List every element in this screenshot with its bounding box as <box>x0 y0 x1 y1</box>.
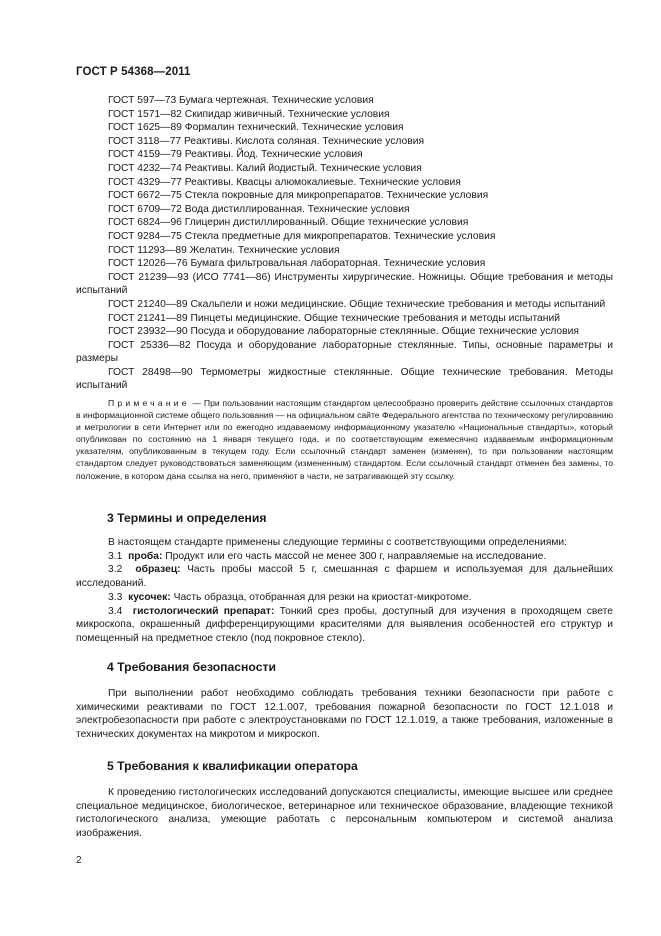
reference-item: ГОСТ 6672—75 Стекла покровные для микропрепаратов. Технические условия <box>108 190 489 202</box>
term-number: 3.1 <box>108 550 123 562</box>
reference-item: ГОСТ 21240—89 Скальпели и ножи медицинские. Общие технические требования и методы испытаний <box>108 298 606 310</box>
reference-item: ГОСТ 4329—77 Реактивы. Квасцы алюмокалиевые. Технические условия <box>108 176 461 188</box>
section-3-title: 3 Термины и определения <box>107 511 267 525</box>
reference-item: ГОСТ 12026—76 Бумага фильтровальная лабораторная. Технические условия <box>108 258 486 270</box>
section-4-body <box>76 687 613 742</box>
section-3-intro: В настоящем стандарте применены следующие термины с соответствующими определениями: <box>108 537 568 548</box>
term-number: 3.4 <box>108 605 123 617</box>
reference-item: ГОСТ 4159—79 Реактивы. Йод. Технические условия <box>108 149 363 161</box>
reference-item: ГОСТ 21239—93 (ИСО 7741—86) Инструменты хирургические. Ножницы. Общие требования и методы испытаний <box>76 271 613 297</box>
section-5-paragraph: К проведению гистологических исследований допускаются специалисты, имеющие высшее или среднее специальное медицинское, биологическое, ветеринарное или техническое образование, владеющие техникой гистологического анализа, умеющие работать с персональным компьютером и системой анализа изображения. <box>76 787 613 840</box>
section-4-title: 4 Требования безопасности <box>107 660 276 674</box>
page-number: 2 <box>76 855 82 866</box>
term-text: Часть пробы массой 5 г, смешанная с фаршем и используемая для дальнейших исследований. <box>76 564 613 590</box>
section-5-title: 5 Требования к квалификации оператора <box>107 759 358 773</box>
term-definition-3-3 <box>76 591 613 605</box>
term-number: 3.3 <box>108 591 123 603</box>
term-name: гистологический препарат: <box>132 605 275 617</box>
reference-item: ГОСТ 28498—90 Термометры жидкостные стеклянные. Общие технические требования. Методы испытаний <box>76 366 613 392</box>
reference-item: ГОСТ 25336—82 Посуда и оборудование лабораторные стеклянные. Типы, основные параметры и размеры <box>76 339 613 365</box>
reference-item: ГОСТ 9284—75 Стекла предметные для микропрепаратов. Технические условия <box>108 230 496 242</box>
reference-item: ГОСТ 23932—90 Посуда и оборудование лабораторные стеклянные. Общие технические условия <box>108 326 579 338</box>
reference-item: ГОСТ 6709—72 Вода дистиллированная. Технические условия <box>108 203 410 215</box>
reference-item: ГОСТ 1571—82 Скипидар живичный. Технические условия <box>108 108 390 120</box>
term-name: образец: <box>135 564 181 576</box>
section-5-body <box>76 786 613 841</box>
term-definition-3-4 <box>76 605 613 646</box>
section-4-paragraph: При выполнении работ необходимо соблюдать требования техники безопасности при работе с химическими реактивами по ГОСТ 12.1.007, требования пожарной безопасности по ГОСТ 12.1.018 и электробезопасности при работе с электроустановками по ГОСТ 12.1.019, а также требования, изложенные в технических документах на микротом и микроскоп. <box>76 688 613 741</box>
term-text: Продукт или его часть массой не менее 300 г, направляемые на исследование. <box>162 550 547 562</box>
document-header: ГОСТ Р 54368—2011 <box>76 66 191 78</box>
note-text: — При пользовании настоящим стандартом целесообразно проверить действие ссылочных стандартов в информационной системе общего пользования — на официальном сайте Федерального агентства по техническому регулированию и метрологии в сети Интернет или по ежегодно издаваемому информационному указателю «Национальные стандарты», который опубликован по состоянию на 1 января текущего года, и по соответствующим ежемесячно издаваемым информационным указателям, опубликованным в текущем году. Если ссылочный стандарт заменен (изменен), то при пользовании настоящим стандартом следует руководствоваться заменяющим (измененным) стандартом. Если ссылочный стандарт отменен без замены, то положение, в котором дана ссылка на него, применяют в части, не затрагивающей эту ссылку. <box>76 398 613 481</box>
reference-item: ГОСТ 597—73 Бумага чертежная. Технические условия <box>108 95 374 106</box>
term-name: кусочек: <box>128 591 171 603</box>
note-label: Примечание <box>108 398 190 408</box>
references-list <box>76 94 613 393</box>
term-definition-3-1 <box>76 550 613 564</box>
term-definition-3-2 <box>76 563 613 590</box>
reference-item: ГОСТ 6824—96 Глицерин дистиллированный. Общие технические условия <box>108 217 469 229</box>
section-3-body <box>76 536 613 646</box>
reference-item: ГОСТ 21241—89 Пинцеты медицинские. Общие технические требования и методы испытаний <box>108 312 560 324</box>
term-number: 3.2 <box>108 564 123 576</box>
term-name: проба: <box>128 550 163 562</box>
reference-item: ГОСТ 4232—74 Реактивы. Калий йодистый. Технические условия <box>108 162 422 174</box>
reference-item: ГОСТ 11293—89 Желатин. Технические условия <box>108 244 340 256</box>
reference-item: ГОСТ 1625—89 Формалин технический. Технические условия <box>108 122 404 134</box>
term-text: Тонкий срез пробы, доступный для изучения в проходящем свете микроскопа, окрашенный дифференцирующими красителями для выявления особенностей его структур и помещенный на предметное стекло (под покровное стекло). <box>76 605 613 644</box>
term-text: Часть образца, отобранная для резки на криостат-микротоме. <box>170 591 472 603</box>
note-paragraph <box>76 397 613 482</box>
reference-item: ГОСТ 3118—77 Реактивы. Кислота соляная. Технические условия <box>108 135 425 147</box>
